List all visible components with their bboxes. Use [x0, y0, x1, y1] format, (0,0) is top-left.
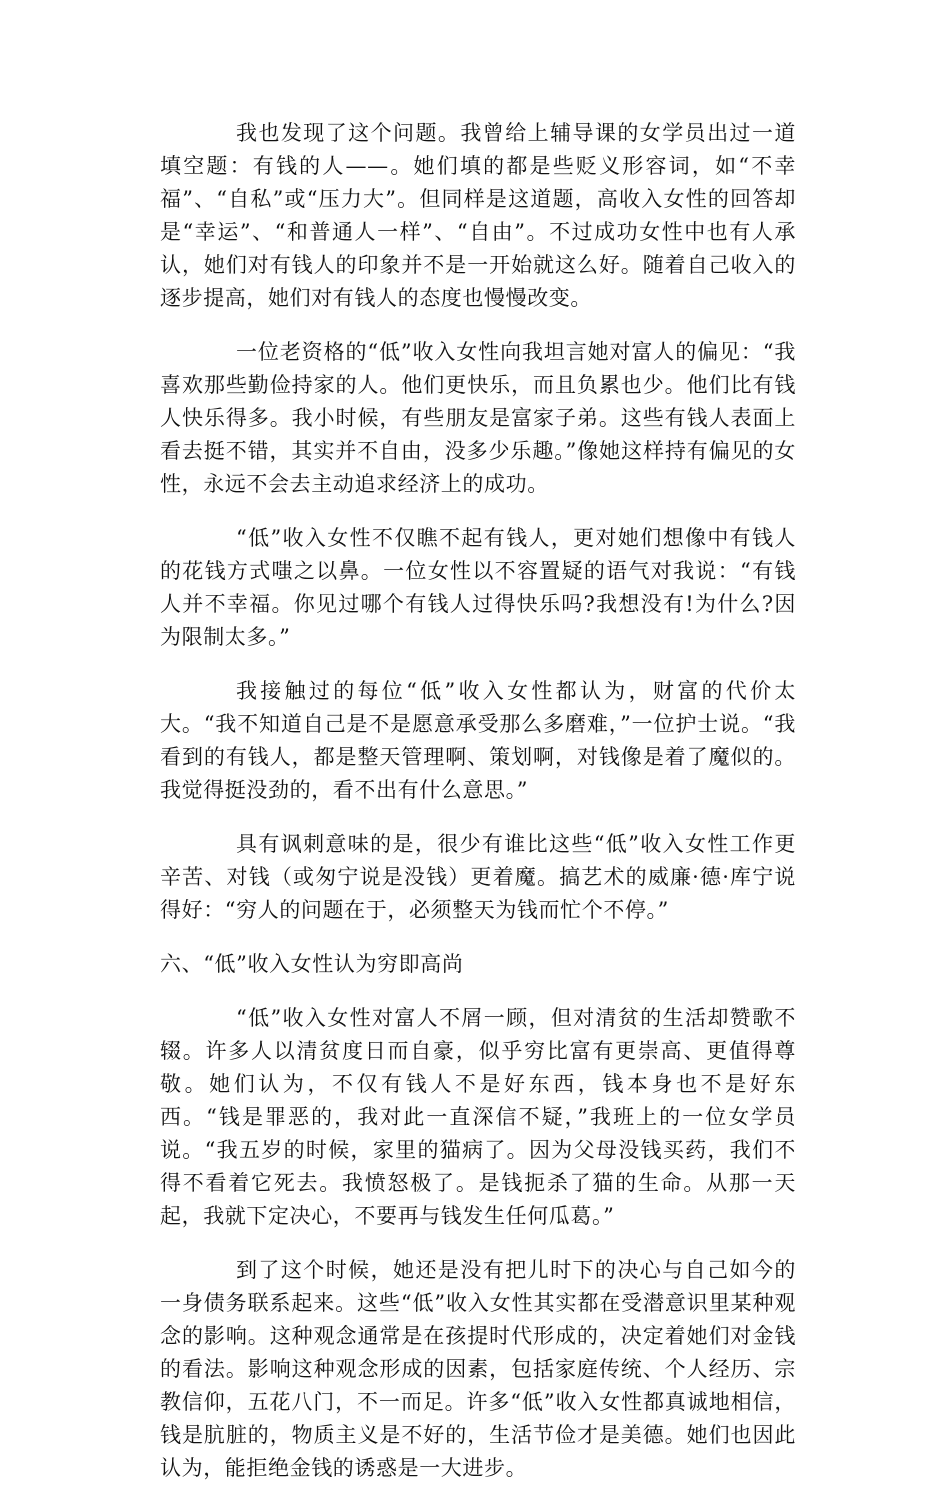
paragraph-1: 我也发现了这个问题。我曾给上辅导课的女学员出过一道填空题：有钱的人——。她们填的都是些贬义形容词，如“不幸福”、“自私”或“压力大”。但同样是这道题，高收入女性的回答却是“幸运”、“和普通人一样”、“自由”。不过成功女性中也有人承认，她们对有钱人的印象并不是一开始就这么好。随着自己收入的逐步提高，她们对有钱人的态度也慢慢改变。	[160, 121, 796, 310]
paragraph-6: “低”收入女性对富人不屑一顾，但对清贫的生活却赞歌不辍。许多人以清贫度日而自豪，似乎穷比富有更崇高、更值得尊敬。她们认为，不仅有钱人不是好东西，钱本身也不是好东西。“钱是罪恶的，我对此一直深信不疑，”我班上的一位女学员说。“我五岁的时候，家里的猫病了。因为父母没钱买药，我们不得不看着它死去。我愤怒极了。是钱扼杀了猫的生命。从那一天起，我就下定决心，不要再与钱发生任何瓜葛。”	[160, 1006, 796, 1228]
paragraph-7: 到了这个时候，她还是没有把儿时下的决心与自己如今的一身债务联系起来。这些“低”收入女性其实都在受潜意识里某种观念的影响。这种观念通常是在孩提时代形成的，决定着她们对金钱的看法。影响这种观念形成的因素，包括家庭传统、个人经历、宗教信仰，五花八门，不一而足。许多“低”收入女性都真诚地相信，钱是肮脏的，物质主义是不好的，生活节俭才是美德。她们也因此认为，能拒绝金钱的诱惑是一大进步。	[160, 1258, 796, 1480]
paragraph-5: 具有讽刺意味的是，很少有谁比这些“低”收入女性工作更辛苦、对钱（或匆宁说是没钱）更着魔。搞艺术的威廉·德·库宁说得好：“穷人的问题在于，必须整天为钱而忙个不停。”	[160, 832, 796, 922]
paragraph-3: “低”收入女性不仅瞧不起有钱人，更对她们想像中有钱人的花钱方式嗤之以鼻。一位女性以不容置疑的语气对我说：“有钱人并不幸福。你见过哪个有钱人过得快乐吗?我想没有!为什么?因为限制太多。”	[160, 526, 796, 649]
paragraph-2: 一位老资格的“低”收入女性向我坦言她对富人的偏见：“我喜欢那些勤俭持家的人。他们更快乐，而且负累也少。他们比有钱人快乐得多。我小时候，有些朋友是富家子弟。这些有钱人表面上看去挺不错，其实并不自由，没多少乐趣。”像她这样持有偏见的女性，永远不会去主动追求经济上的成功。	[160, 340, 796, 496]
document-page	[160, 117, 796, 1506]
paragraph-4: 我接触过的每位“低”收入女性都认为，财富的代价太大。“我不知道自己是不是愿意承受那么多磨难，”一位护士说。“我看到的有钱人，都是整天管理啊、策划啊，对钱像是着了魔似的。我觉得挺没劲的，看不出有什么意思。”	[160, 679, 796, 802]
section-heading: 六、“低”收入女性认为穷即高尚	[160, 952, 464, 976]
